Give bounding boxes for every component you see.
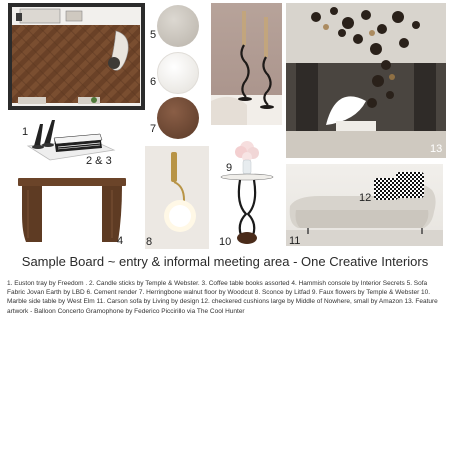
sofa-photo [286, 164, 443, 246]
label-13: 13 [430, 143, 443, 155]
console-drawing [16, 172, 128, 248]
label-1: 1 [22, 126, 29, 138]
board-caption: 1. Euston tray by Freedom . 2. Candle sticks by Temple & Webster. 3. Coffee table books assorted 4. Hammish console by Interior Secrets 5. Sofa Fabric Jovan Earth by LBD 6. Cement render 7. Herringbone walnut floor by Woodcut 8. Sconce by Litfad 9. Faux flowers by Temple & Webster 10. Marble side table by West Elm 11. Carson sofa by Living by design 12. checkered cushions large by Middle of Nowhere, small by Amazon 13. Feature artwork - Balloon Concerto Gramophone by Federico Piccirillo via The Cool Hunter [7, 280, 438, 315]
label-11: 11 [289, 235, 301, 247]
swatch-walnut [157, 97, 199, 139]
candlesticks-photo [211, 3, 282, 125]
label-5: 5 [150, 29, 157, 41]
feature-artwork-photo [286, 3, 446, 158]
swatch-cement [157, 52, 199, 94]
sofa-drawing [286, 164, 443, 246]
console-image [16, 172, 128, 248]
label-8: 8 [146, 236, 153, 248]
label-7: 7 [150, 123, 157, 135]
side-table-flowers-photo [213, 132, 283, 250]
label-10: 10 [219, 236, 232, 248]
label-6: 6 [150, 76, 157, 88]
sconce-drawing [145, 146, 209, 249]
sconce-photo [145, 146, 209, 249]
artwork-drawing [286, 3, 446, 158]
label-9: 9 [226, 162, 233, 174]
floor-plan-drawing [8, 3, 145, 110]
side-table-drawing [213, 132, 283, 250]
label-2-and-3: 2 & 3 [86, 155, 112, 167]
label-12: 12 [359, 192, 372, 204]
board-title: Sample Board ~ entry & informal meeting area - One Creative Interiors [21, 254, 429, 269]
candlesticks-drawing [211, 3, 282, 125]
floor-plan-image [8, 3, 145, 110]
label-4: 4 [117, 235, 124, 247]
swatch-fabric [157, 5, 199, 47]
